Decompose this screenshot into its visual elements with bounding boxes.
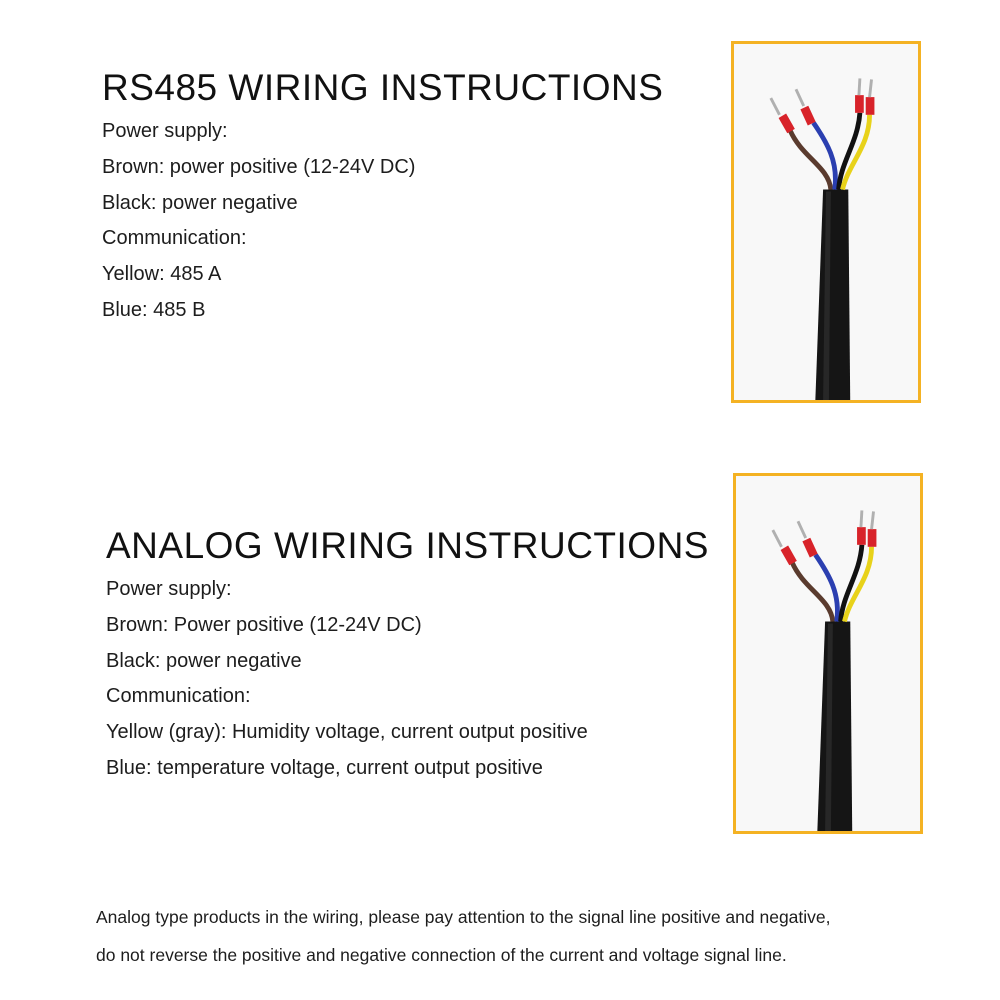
analog-line-brown: Brown: Power positive (12-24V DC)	[106, 613, 422, 636]
analog-section	[106, 520, 709, 787]
rs485-line-brown: Brown: power positive (12-24V DC)	[102, 155, 416, 178]
rs485-cable-photo	[731, 41, 921, 403]
rs485-title: RS485 WIRING INSTRUCTIONS	[102, 67, 664, 108]
cable-wires-illustration	[736, 476, 920, 831]
rs485-line-black: Black: power negative	[102, 191, 298, 214]
analog-line-communication: Communication:	[106, 685, 251, 708]
analog-line-power-supply: Power supply:	[106, 578, 232, 600]
analog-line-yellow: Yellow (gray): Humidity voltage, current output positive	[106, 721, 588, 744]
rs485-line-yellow: Yellow: 485 A	[102, 263, 222, 286]
analog-cable-photo	[733, 473, 923, 834]
analog-title: ANALOG WIRING INSTRUCTIONS	[106, 525, 709, 566]
rs485-line-communication: Communication:	[102, 227, 247, 250]
rs485-line-power-supply: Power supply:	[102, 120, 228, 142]
analog-line-blue: Blue: temperature voltage, current output positive	[106, 756, 543, 779]
wiring-note-line-1: Analog type products in the wiring, please pay attention to the signal line positive and negative,	[96, 907, 831, 927]
rs485-line-blue: Blue: 485 B	[102, 298, 206, 321]
rs485-section	[102, 62, 663, 329]
wiring-note	[96, 898, 976, 974]
cable-wires-illustration	[734, 44, 918, 400]
analog-line-black: Black: power negative	[106, 649, 302, 672]
wiring-note-line-2: do not reverse the positive and negative connection of the current and voltage signal line.	[96, 945, 787, 965]
